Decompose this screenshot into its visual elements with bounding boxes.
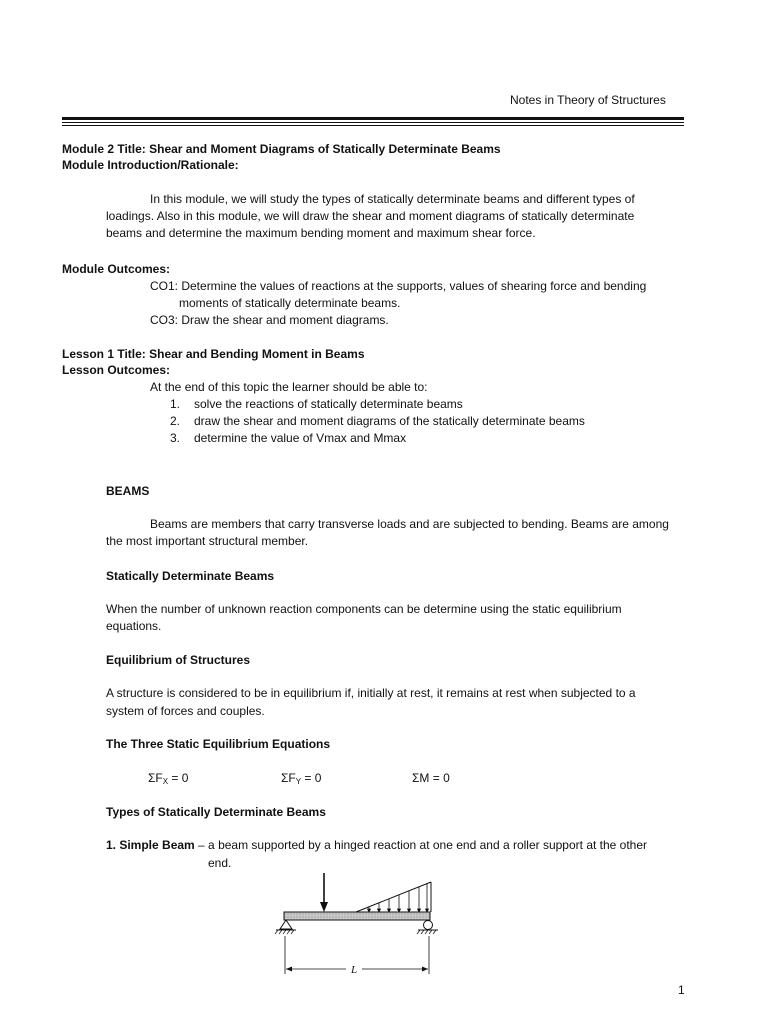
- lesson-title: Lesson 1 Title: Shear and Bending Moment in Beams: [62, 347, 365, 361]
- distributed-load: [356, 882, 431, 912]
- header-rule-thin-2: [62, 125, 684, 126]
- beam-member: [284, 912, 430, 920]
- equation-subscript: X: [162, 777, 169, 786]
- header-rule-thin-1: [62, 122, 684, 123]
- hinge-support: [275, 920, 296, 934]
- simple-beam-text: – a beam supported by a hinged reaction at one end and a roller support at the other: [194, 838, 648, 852]
- list-item-num: 3.: [170, 431, 181, 445]
- intro-line-1: In this module, we will study the types of statically determinate beams and different types of: [150, 192, 635, 206]
- list-item-num: 1.: [170, 397, 181, 411]
- equation-rest: = 0: [168, 771, 189, 785]
- intro-line-2: loadings. Also in this module, we will draw the shear and moment diagrams of statically determinate: [106, 209, 635, 223]
- module-intro-heading: Module Introduction/Rationale:: [62, 158, 239, 172]
- list-item-num: 2.: [170, 414, 181, 428]
- span-dimension: [285, 936, 429, 976]
- eq-line-2: system of forces and couples.: [106, 704, 265, 718]
- outcome-line-3: CO3: Draw the shear and moment diagrams.: [150, 313, 389, 327]
- roller-support: [417, 921, 438, 935]
- beams-para-line-1: Beams are members that carry transverse loads and are subjected to bending. Beams are among: [150, 517, 669, 531]
- equation-sum-fx: [148, 771, 188, 785]
- eq-line-1: A structure is considered to be in equilibrium if, initially at rest, it remains at rest when subjected to a: [106, 686, 636, 700]
- span-label: L: [350, 964, 358, 976]
- module-outcomes-heading: Module Outcomes:: [62, 262, 171, 276]
- sd-line-1: When the number of unknown reaction components can be determine using the static equilibrium: [106, 602, 622, 616]
- equation-rest: = 0: [301, 771, 322, 785]
- lesson-outcomes-heading: Lesson Outcomes:: [62, 363, 171, 377]
- outcome-line-2: moments of statically determinate beams.: [179, 296, 401, 310]
- point-load-arrow: [320, 873, 328, 912]
- list-item-text: solve the reactions of statically determinate beams: [194, 397, 463, 411]
- simple-beam-text-cont: end.: [208, 856, 232, 870]
- running-header: Notes in Theory of Structures: [510, 93, 666, 107]
- equation-sum-fy: [281, 771, 321, 785]
- equation-sum-m: ΣM = 0: [412, 771, 450, 785]
- intro-line-3: beams and determine the maximum bending moment and maximum shear force.: [106, 226, 536, 240]
- list-item-text: draw the shear and moment diagrams of the statically determinate beams: [194, 414, 585, 428]
- types-heading: Types of Statically Determinate Beams: [106, 805, 326, 819]
- simple-beam-figure: [272, 868, 442, 983]
- simple-beam-label: 1. Simple Beam: [106, 838, 195, 852]
- header-rule-thick: [62, 117, 684, 120]
- three-eq-heading: The Three Static Equilibrium Equations: [106, 737, 331, 751]
- eq-heading: Equilibrium of Structures: [106, 653, 251, 667]
- outcome-line-1: CO1: Determine the values of reactions at the supports, values of shearing force and bending: [150, 279, 647, 293]
- lesson-intro: At the end of this topic the learner should be able to:: [150, 380, 428, 394]
- sd-line-2: equations.: [106, 619, 162, 633]
- sd-heading: Statically Determinate Beams: [106, 569, 275, 583]
- equation-subscript: Y: [295, 777, 302, 786]
- list-item-text: determine the value of Vmax and Mmax: [194, 431, 407, 445]
- page-number: 1: [678, 983, 685, 997]
- beams-heading: BEAMS: [106, 484, 150, 498]
- equation-symbol: ΣF: [148, 771, 163, 785]
- equation-symbol: ΣF: [281, 771, 296, 785]
- module-title: Module 2 Title: Shear and Moment Diagrams of Statically Determinate Beams: [62, 142, 501, 156]
- beams-para-line-2: the most important structural member.: [106, 534, 309, 548]
- simple-beam-line: [106, 838, 647, 852]
